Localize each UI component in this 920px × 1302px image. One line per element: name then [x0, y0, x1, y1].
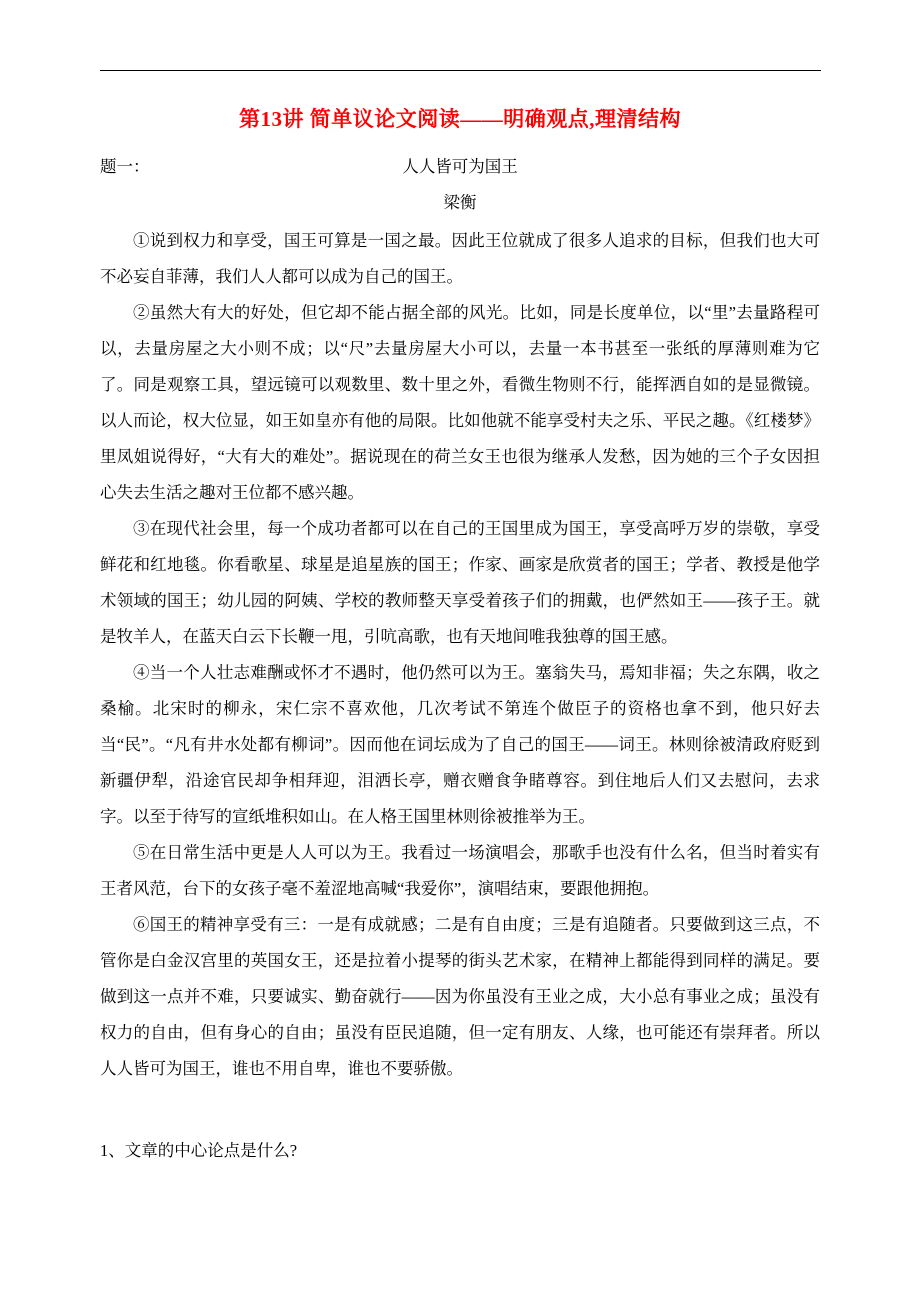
- essay-paragraph: ①说到权力和享受，国王可算是一国之最。因此王位就成了很多人追求的目标，但我们也大可不必妄自菲薄，我们人人都可以成为自己的国王。: [100, 231, 820, 286]
- essay-paragraph: ⑤在日常生活中更是人人可以为王。我看过一场演唱会，那歌手也没有什么名，但当时着实有王者风范，台下的女孩子毫不羞涩地高喊“我爱你”，演唱结束，要跟他拥抱。: [100, 843, 820, 898]
- essay-author: 梁衡: [443, 193, 477, 212]
- document-content: [100, 71, 820, 1169]
- essay-paragraph: ④当一个人壮志难酬或怀才不遇时，他仍然可以为王。塞翁失马，焉知非福；失之东隅，收之桑榆。北宋时的柳永，宋仁宗不喜欢他，几次考试不第连个做臣子的资格也拿不到，他只好去当“民”。“凡有井水处都有柳词”。因而他在词坛成为了自己的国王——词王。林则徐被清政府贬到新疆伊犁，沿途官民却争相拜迎，泪洒长亭，赠衣赠食争睹尊容。到住地后人们又去慰问，去求字。以至于待写的宣纸堆积如山。在人格王国里林则徐被推举为王。: [100, 663, 820, 826]
- topic-label: 题一：: [100, 157, 150, 176]
- question-1: 1、文章的中心论点是什么?: [100, 1141, 298, 1160]
- essay-title: 人人皆可为国王: [402, 157, 518, 176]
- essay-header: [100, 149, 820, 185]
- essay-paragraph: ③在现代社会里，每一个成功者都可以在自己的王国里成为国王，享受高呼万岁的崇敬，享受鲜花和红地毯。你看歌星、球星是追星族的国王；作家、画家是欣赏者的国王；学者、教授是他学术领域的国王；幼儿园的阿姨、学校的教师整天享受着孩子们的拥戴，也俨然如王——孩子王。就是牧羊人，在蓝天白云下长鞭一甩，引吭高歌，也有天地间唯我独尊的国王感。: [100, 519, 820, 646]
- lesson-title: 第13讲 简单议论文阅读——明确观点,理清结构: [239, 107, 681, 131]
- essay-paragraph: ②虽然大有大的好处，但它却不能占据全部的风光。比如，同是长度单位，以“里”去量路程可以，去量房屋之大小则不成；以“尺”去量房屋大小可以，去量一本书甚至一张纸的厚薄则难为它了。同是观察工具，望远镜可以观数里、数十里之外，看微生物则不行，能挥洒自如的是显微镜。以人而论，权大位显，如王如皇亦有他的局限。比如他就不能享受村夫之乐、平民之趣。《红楼梦》里凤姐说得好，“大有大的难处”。据说现在的荷兰女王也很为继承人发愁，因为她的三个子女因担心失去生活之趣对王位都不感兴趣。: [100, 303, 820, 502]
- essay-paragraph: ⑥国王的精神享受有三：一是有成就感；二是有自由度；三是有追随者。只要做到这三点，不管你是白金汉宫里的英国女王，还是拉着小提琴的街头艺术家，在精神上都能得到同样的满足。要做到这一点并不难，只要诚实、勤奋就行——因为你虽没有王业之成，大小总有事业之成；虽没有权力的自由，但有身心的自由；虽没有臣民追随，但一定有朋友、人缘，也可能还有崇拜者。所以人人皆可为国王，谁也不用自卑，谁也不要骄傲。: [100, 915, 820, 1078]
- essay-body: [100, 223, 820, 1087]
